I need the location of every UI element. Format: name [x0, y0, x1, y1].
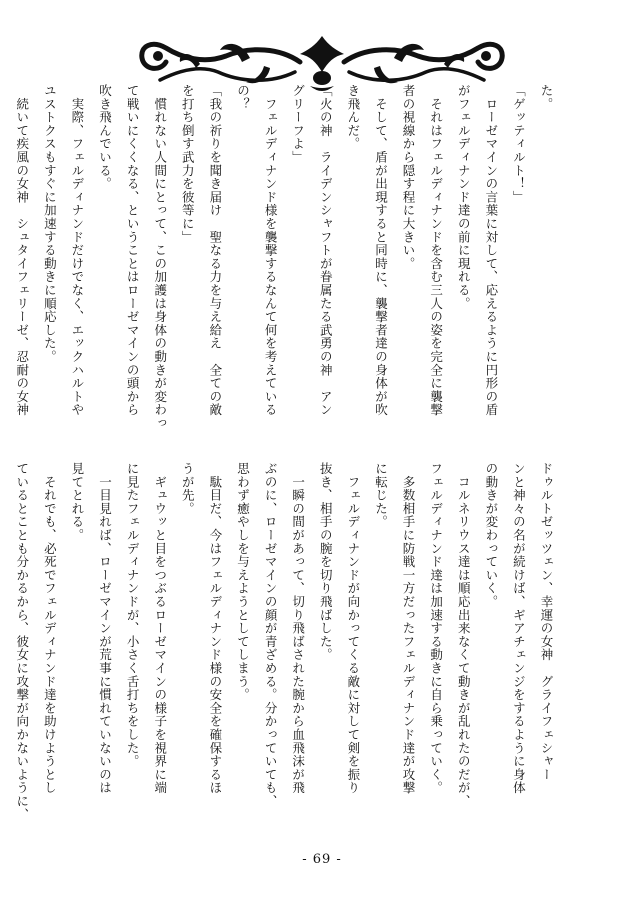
text-line: コルネリウス達は順応出来なくて動きが乱れたのだが、	[456, 462, 472, 808]
text-line: フェルディナンド達は加速する動きに自ら乗っていく。	[428, 462, 444, 795]
text-line: 一瞬の間があって、切り飛ばされた腕から血飛沫が飛	[290, 462, 306, 795]
text-line: 「火の神 ライデンシャフトが眷属たる武勇の神 アン	[318, 84, 334, 417]
text-line: 見てとれる。	[69, 462, 85, 542]
text-line: を打ち倒す武力を彼等に」	[180, 84, 196, 244]
text-line: がフェルディナンド達の前に現れる。	[456, 84, 472, 311]
page-number: - 69 -	[302, 852, 342, 867]
text-line: 「我の祈りを聞き届け 聖なる力を与え給え 全ての敵	[207, 84, 223, 417]
text-line: ギュウッと目をつぶるローゼマインの様子を視界に端	[152, 462, 168, 795]
text-line: 慣れない人間にとって、この加護は身体の動きが変わっ	[152, 84, 168, 430]
text-line: 思わず癒やしを与えようとしてしまう。	[235, 462, 251, 702]
text-line: 多数相手に防戦一方だったフェルディナンド達が攻撃	[401, 462, 417, 795]
text-line: の？	[235, 84, 251, 111]
text-line: 抜き、相手の腕を切り飛ばした。	[318, 462, 334, 662]
text-line: ユストクスもすぐに加速する動きに順応した。	[42, 84, 58, 364]
text-line: 続いて疾風の女神 シュタイフェリーゼ、忍耐の女神	[14, 84, 30, 417]
text-line: フェルディナンド様を襲撃するなんて何を考えている	[263, 84, 279, 417]
text-line: の動きが変わっていく。	[483, 462, 499, 609]
text-line: 実際、フェルディナンドだけでなく、エックハルトや	[69, 84, 85, 417]
text-line: そして、盾が出現すると同時に、襲撃者達の身体が吹	[373, 84, 389, 417]
text-line: 一目見れば、ローゼマインが荒事に慣れていないのは	[97, 462, 113, 795]
text-line: フェルディナンドが向かってくる敵に対して剣を振り	[345, 462, 361, 795]
text-column-top	[14, 84, 560, 430]
text-line: 「ゲッティルト！」	[511, 84, 527, 204]
text-line: 吹き飛んでいる。	[97, 84, 113, 191]
text-line: グリーフよ」	[290, 84, 306, 164]
text-column-bottom	[14, 462, 560, 822]
text-line: それでも、必死でフェルディナンド達を助けようとし	[42, 462, 58, 795]
text-line: に転じた。	[373, 462, 389, 529]
text-line: ているとことも分かるから、彼女に攻撃が向かないように、	[14, 462, 30, 822]
text-line: て戦いにくくなる、ということはローゼマインの頭から	[125, 84, 141, 417]
text-line: うが先。	[180, 462, 196, 516]
text-line: ンと神々の名が続けば、ギアチェンジをするように身体	[511, 462, 527, 795]
text-line: それはフェルディナンドを含む三人の姿を完全に襲撃	[428, 84, 444, 417]
text-line: 駄目だ、今はフェルディナンド様の安全を確保するほ	[207, 462, 223, 795]
text-line: ドゥルトゼッツェン、幸運の女神 グライフェシャー	[539, 462, 554, 782]
text-line: た。	[539, 84, 554, 111]
text-line: き飛んだ。	[345, 84, 361, 151]
text-line: ローゼマインの言葉に対して、応えるように円形の盾	[483, 84, 499, 417]
text-line: ぶのに、ローゼマインの顔が青ざめる。分かっていても、	[263, 462, 279, 808]
text-line: に見たフェルディナンドが、小さく舌打ちをした。	[125, 462, 141, 768]
text-line: 者の視線から隠す程に大きい。	[401, 84, 417, 271]
